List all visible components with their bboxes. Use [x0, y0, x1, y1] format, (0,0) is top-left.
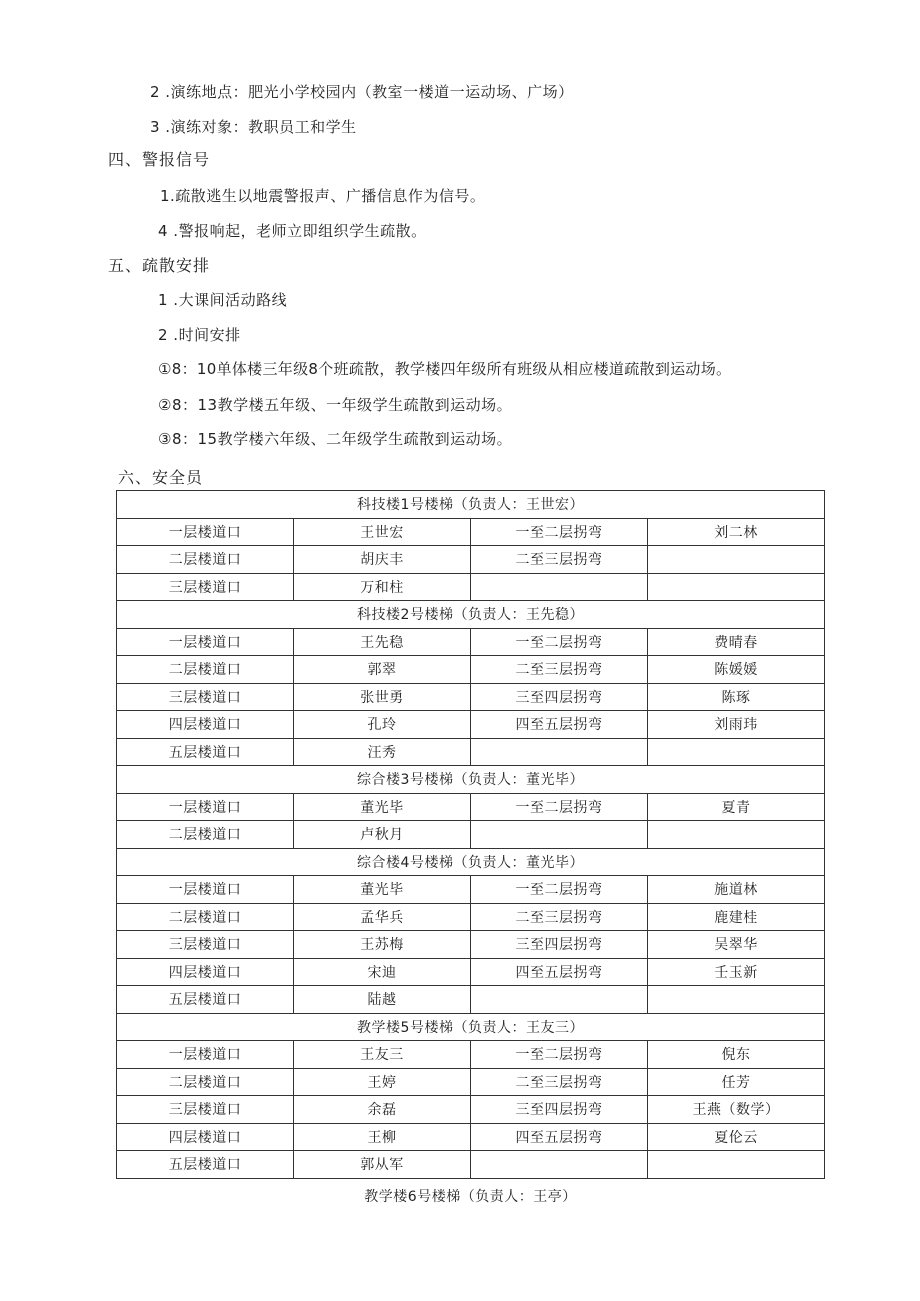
stair-group-title: 科技楼1号楼梯（负责人：王世宏） [117, 491, 825, 519]
floor-location-cell: 三层楼道口 [117, 573, 294, 601]
floor-location-cell: 五层楼道口 [117, 738, 294, 766]
officer-name-cell: 孟华兵 [294, 903, 471, 931]
landing-location-cell: 二至三层拐弯 [471, 656, 648, 684]
floor-location-cell: 四层楼道口 [117, 1123, 294, 1151]
table-row [117, 986, 825, 1014]
table-row [117, 793, 825, 821]
landing-location-cell [471, 573, 648, 601]
table-row [117, 1151, 825, 1179]
officer-name-cell: 陆越 [294, 986, 471, 1014]
landing-officer-cell [648, 986, 825, 1014]
landing-officer-cell [648, 573, 825, 601]
floor-location-cell: 三层楼道口 [117, 931, 294, 959]
landing-location-cell [471, 821, 648, 849]
officer-name-cell: 王柳 [294, 1123, 471, 1151]
landing-officer-cell: 陈媛媛 [648, 656, 825, 684]
table-row [117, 546, 825, 574]
safety-officer-table [116, 490, 825, 1179]
landing-location-cell: 三至四层拐弯 [471, 1096, 648, 1124]
table-row [117, 1096, 825, 1124]
evac-item-2: 2 .时间安排 [158, 326, 241, 344]
floor-location-cell: 二层楼道口 [117, 656, 294, 684]
officer-name-cell: 张世勇 [294, 683, 471, 711]
landing-officer-cell: 壬玉新 [648, 958, 825, 986]
officer-name-cell: 胡庆丰 [294, 546, 471, 574]
landing-officer-cell: 王燕（数学） [648, 1096, 825, 1124]
floor-location-cell: 三层楼道口 [117, 683, 294, 711]
floor-location-cell: 二层楼道口 [117, 1068, 294, 1096]
stair-group-title: 综合楼4号楼梯（负责人：董光毕） [117, 848, 825, 876]
floor-location-cell: 一层楼道口 [117, 876, 294, 904]
evac-heading: 五、疏散安排 [108, 256, 211, 275]
landing-location-cell [471, 738, 648, 766]
landing-officer-cell: 刘二林 [648, 518, 825, 546]
officer-name-cell: 宋迪 [294, 958, 471, 986]
officer-name-cell: 万和柱 [294, 573, 471, 601]
stair-group-title-row [117, 848, 825, 876]
floor-location-cell: 四层楼道口 [117, 711, 294, 739]
landing-location-cell: 二至三层拐弯 [471, 903, 648, 931]
stair-group-title: 科技楼2号楼梯（负责人：王先稳） [117, 601, 825, 629]
officer-name-cell: 王苏梅 [294, 931, 471, 959]
landing-officer-cell: 任芳 [648, 1068, 825, 1096]
officer-name-cell: 余磊 [294, 1096, 471, 1124]
officer-name-cell: 王世宏 [294, 518, 471, 546]
landing-location-cell: 一至二层拐弯 [471, 518, 648, 546]
table-row [117, 518, 825, 546]
landing-officer-cell: 吴翠华 [648, 931, 825, 959]
landing-location-cell: 二至三层拐弯 [471, 1068, 648, 1096]
landing-location-cell: 三至四层拐弯 [471, 931, 648, 959]
table-row [117, 903, 825, 931]
landing-officer-cell: 施道林 [648, 876, 825, 904]
table-row [117, 821, 825, 849]
table-row [117, 628, 825, 656]
landing-officer-cell: 陈琢 [648, 683, 825, 711]
landing-officer-cell: 费晴春 [648, 628, 825, 656]
floor-location-cell: 五层楼道口 [117, 1151, 294, 1179]
floor-location-cell: 二层楼道口 [117, 546, 294, 574]
table-row [117, 1123, 825, 1151]
table-row [117, 573, 825, 601]
table-row [117, 1041, 825, 1069]
evac-item-1: 1 .大课间活动路线 [158, 291, 288, 309]
officer-name-cell: 王婷 [294, 1068, 471, 1096]
landing-location-cell: 一至二层拐弯 [471, 793, 648, 821]
landing-location-cell: 一至二层拐弯 [471, 876, 648, 904]
table-row [117, 931, 825, 959]
landing-officer-cell [648, 821, 825, 849]
safety-heading: 六、安全员 [118, 468, 204, 487]
landing-officer-cell: 倪东 [648, 1041, 825, 1069]
stair-group-title-row [117, 1013, 825, 1041]
evac-step-2: ②8：13教学楼五年级、一年级学生疏散到运动场。 [158, 396, 513, 414]
landing-location-cell: 四至五层拐弯 [471, 1123, 648, 1151]
alarm-item-1: 1.疏散逃生以地震警报声、广播信息作为信号。 [160, 187, 486, 205]
officer-name-cell: 汪秀 [294, 738, 471, 766]
table-row [117, 876, 825, 904]
landing-officer-cell: 鹿建桂 [648, 903, 825, 931]
officer-name-cell: 郭从军 [294, 1151, 471, 1179]
officer-name-cell: 王友三 [294, 1041, 471, 1069]
officer-name-cell: 卢秋月 [294, 821, 471, 849]
landing-officer-cell: 夏青 [648, 793, 825, 821]
landing-officer-cell [648, 1151, 825, 1179]
landing-location-cell: 一至二层拐弯 [471, 1041, 648, 1069]
table-row [117, 1068, 825, 1096]
landing-location-cell: 四至五层拐弯 [471, 711, 648, 739]
floor-location-cell: 二层楼道口 [117, 821, 294, 849]
officer-name-cell: 孔玲 [294, 711, 471, 739]
landing-location-cell: 三至四层拐弯 [471, 683, 648, 711]
floor-location-cell: 一层楼道口 [117, 628, 294, 656]
landing-location-cell [471, 1151, 648, 1179]
table-row [117, 683, 825, 711]
floor-location-cell: 二层楼道口 [117, 903, 294, 931]
intro-location: 2 .演练地点：肥光小学校园内（教室一楼道一运动场、广场） [150, 83, 574, 101]
table-row [117, 711, 825, 739]
landing-location-cell [471, 986, 648, 1014]
landing-location-cell: 四至五层拐弯 [471, 958, 648, 986]
officer-name-cell: 董光毕 [294, 793, 471, 821]
floor-location-cell: 一层楼道口 [117, 1041, 294, 1069]
alarm-heading: 四、警报信号 [108, 150, 211, 169]
stair-group-title-row [117, 491, 825, 519]
table-row [117, 958, 825, 986]
officer-name-cell: 王先稳 [294, 628, 471, 656]
stair-group-title-row [117, 766, 825, 794]
stair-group-title-row [117, 601, 825, 629]
table-row [117, 738, 825, 766]
landing-location-cell: 二至三层拐弯 [471, 546, 648, 574]
officer-name-cell: 郭翠 [294, 656, 471, 684]
floor-location-cell: 五层楼道口 [117, 986, 294, 1014]
floor-location-cell: 三层楼道口 [117, 1096, 294, 1124]
evac-step-1: ①8：10单体楼三年级8个班疏散，教学楼四年级所有班级从相应楼道疏散到运动场。 [158, 360, 732, 378]
next-stair-title: 教学楼6号楼梯（负责人：王亭） [364, 1189, 577, 1205]
evac-step-3: ③8：15教学楼六年级、二年级学生疏散到运动场。 [158, 430, 513, 448]
stair-group-title: 综合楼3号楼梯（负责人：董光毕） [117, 766, 825, 794]
landing-location-cell: 一至二层拐弯 [471, 628, 648, 656]
landing-officer-cell [648, 738, 825, 766]
table-row [117, 656, 825, 684]
landing-officer-cell [648, 546, 825, 574]
stair-group-title: 教学楼5号楼梯（负责人：王友三） [117, 1013, 825, 1041]
alarm-item-2: 4 .警报响起，老师立即组织学生疏散。 [158, 222, 427, 240]
floor-location-cell: 四层楼道口 [117, 958, 294, 986]
landing-officer-cell: 刘雨玮 [648, 711, 825, 739]
floor-location-cell: 一层楼道口 [117, 518, 294, 546]
floor-location-cell: 一层楼道口 [117, 793, 294, 821]
officer-name-cell: 董光毕 [294, 876, 471, 904]
landing-officer-cell: 夏伦云 [648, 1123, 825, 1151]
intro-target: 3 .演练对象：教职员工和学生 [150, 118, 357, 136]
